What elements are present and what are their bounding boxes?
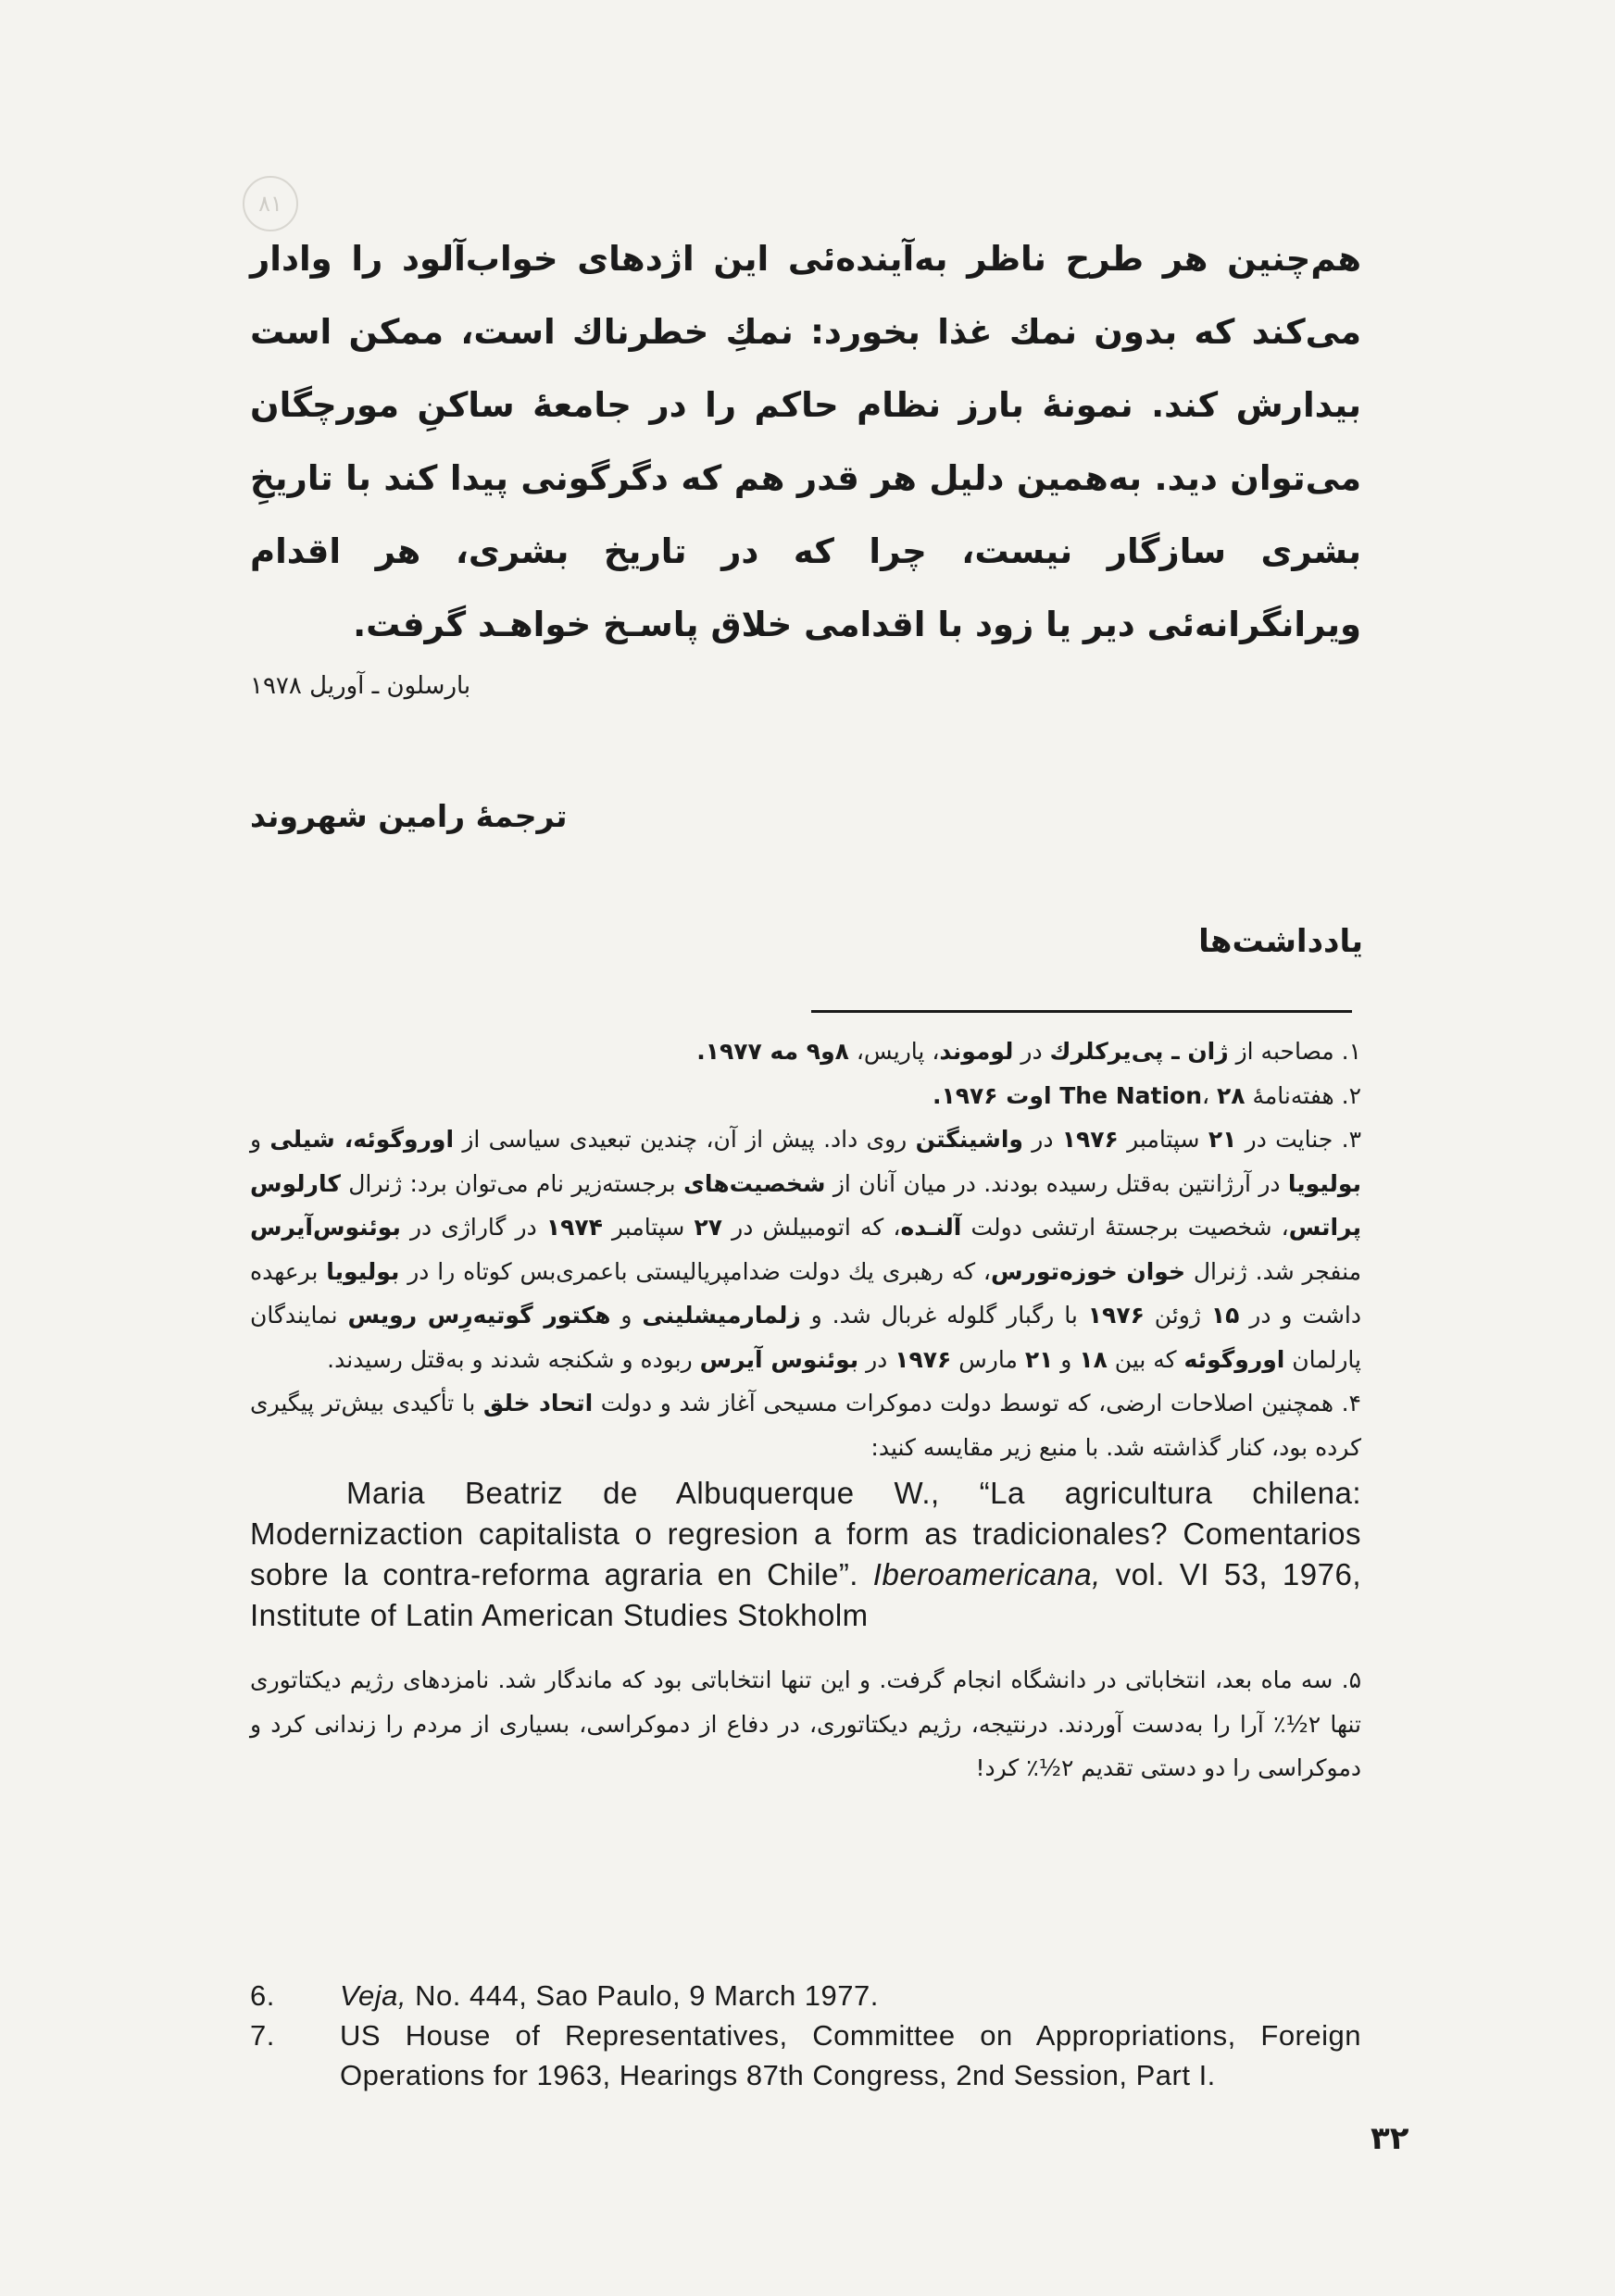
footnote-5: ۵. سه ماه بعد، انتخاباتی در دانشگاه انجام گرفت. و این تنها انتخاباتی بود که ماندگار شد. نامزدهای رژیم دیکتاتوری تنها ۲½٪ آرا را به‌دست آوردند. درنتیجه، رژیم دیکتاتوری، در دفاع از دموکراسی، بسیاری از مردم را زندانی کرد و دموکراسی را دو دستی تقدیم ۲½٪ کرد! bbox=[250, 1666, 1361, 1781]
footnote-3: ۳. جنایت در ۲۱ سپتامبر ۱۹۷۶ در واشینگتن روی داد. پیش از آن، چندین تبعیدی سیاسی از اوروگوئه، شیلی و بولیویا در آرژانتین به‌قتل رسیده بودند. در میان آنان از شخصیت‌های برجسته‌زیر نام می‌توان برد: ژنرال کارلوس پراتس، شخصیت برجستهٔ ارتشی دولت آلنـده، که اتومبیلش در ۲۷ سپتامبر ۱۹۷۴ در گاراژی در بوئنوس‌آیرس منفجر شد. ژنرال خوان خوزه‌تورس، که رهبری یك دولت ضدامپریالیستی باعمری‌بس کوتاه را در بولیویا برعهده داشت و در ۱۵ ژوئن ۱۹۷۶ با رگبار گلوله غربال شد. و زلمارمیشلینی و هکتور گوتیه‌رِس رویس نمایندگان پارلمان اوروگوئه که بین ۱۸ و ۲۱ مارس ۱۹۷۶ در بوئنوس آیرس ربوده و شکنجه شدند و به‌قتل رسیدند. bbox=[250, 1126, 1361, 1373]
main-paragraph-text: هم‌چنین هر طرح ناظر به‌آینده‌ئی این اژدهای خواب‌آلود را وادار می‌کند که بدون نمك غذا بخورد: نمكِ خطرناك است، ممكن است بیدارش كند. نمونهٔ بارز نظام حاکم را در جامعهٔ ساکنِ مورچگان می‌توان دید. به‌همین دلیل هر قدر هم که دگرگونی پیدا کند با تاریخِ بشری سازگار نیست، چرا که در تاریخ بشری، هر اقدام ویرانگرانه‌ئی دیر یا زود با اقدامی خلاق پاسـخ خواهـد گرفت. bbox=[250, 239, 1361, 644]
page-number: ۳۲ bbox=[1371, 2120, 1409, 2157]
footnote-7 bbox=[250, 2015, 1361, 2095]
footnote-1: ۱. مصاحبه از ژان ـ پی‌یرکلرك در لوموند، پاریس، ۸و۹ مه ۱۹۷۷. bbox=[696, 1038, 1361, 1065]
footnote-number: 6. bbox=[250, 1979, 275, 2012]
translator-credit: ترجمهٔ رامین شهروند bbox=[250, 798, 568, 834]
latin-reference: Maria Beatriz de Albuquerque W., “La agricultura chilena: Modernizaction capitalista o regresion a form as tradicionales? Comentarios sobre la contra-reforma agraria en Chile”. Iberoamericana, vol. VI 53, 1976, Institute of Latin American Studies Stokholm bbox=[250, 1476, 1361, 1632]
main-paragraph bbox=[250, 222, 1361, 661]
notes-divider bbox=[811, 1010, 1352, 1013]
footnote-number: 7. bbox=[250, 2019, 275, 2052]
footnotes bbox=[250, 1029, 1361, 1791]
footnote-6 bbox=[250, 1976, 1361, 2015]
footnote-body: US House of Representatives, Committee on Appropriations, Foreign Operations for 1963, Hearings 87th Congress, 2nd Session, Part I. bbox=[340, 2019, 1361, 2091]
footnote-body: Veja, No. 444, Sao Paulo, 9 March 1977. bbox=[340, 1979, 879, 2012]
margin-page-mark: ۸۱ bbox=[243, 176, 298, 231]
english-footnotes bbox=[250, 1976, 1361, 2095]
footnote-4: ۴. همچنین اصلاحات ارضی، که توسط دولت دموکرات مسیحی آغاز شد و دولت اتحاد خلق با تأکیدی بیش‌تر پیگیری کرده بود، کنار گذاشته شد. با منبع زیر مقایسه کنید: bbox=[250, 1390, 1361, 1461]
place-date: بارسلون ـ آوریل ۱۹۷۸ bbox=[250, 672, 471, 700]
footnote-2: ۲. هفته‌نامهٔ The Nation، ۲۸ اوت ۱۹۷۶. bbox=[933, 1081, 1361, 1109]
notes-heading: یادداشت‌ها bbox=[1198, 923, 1363, 960]
